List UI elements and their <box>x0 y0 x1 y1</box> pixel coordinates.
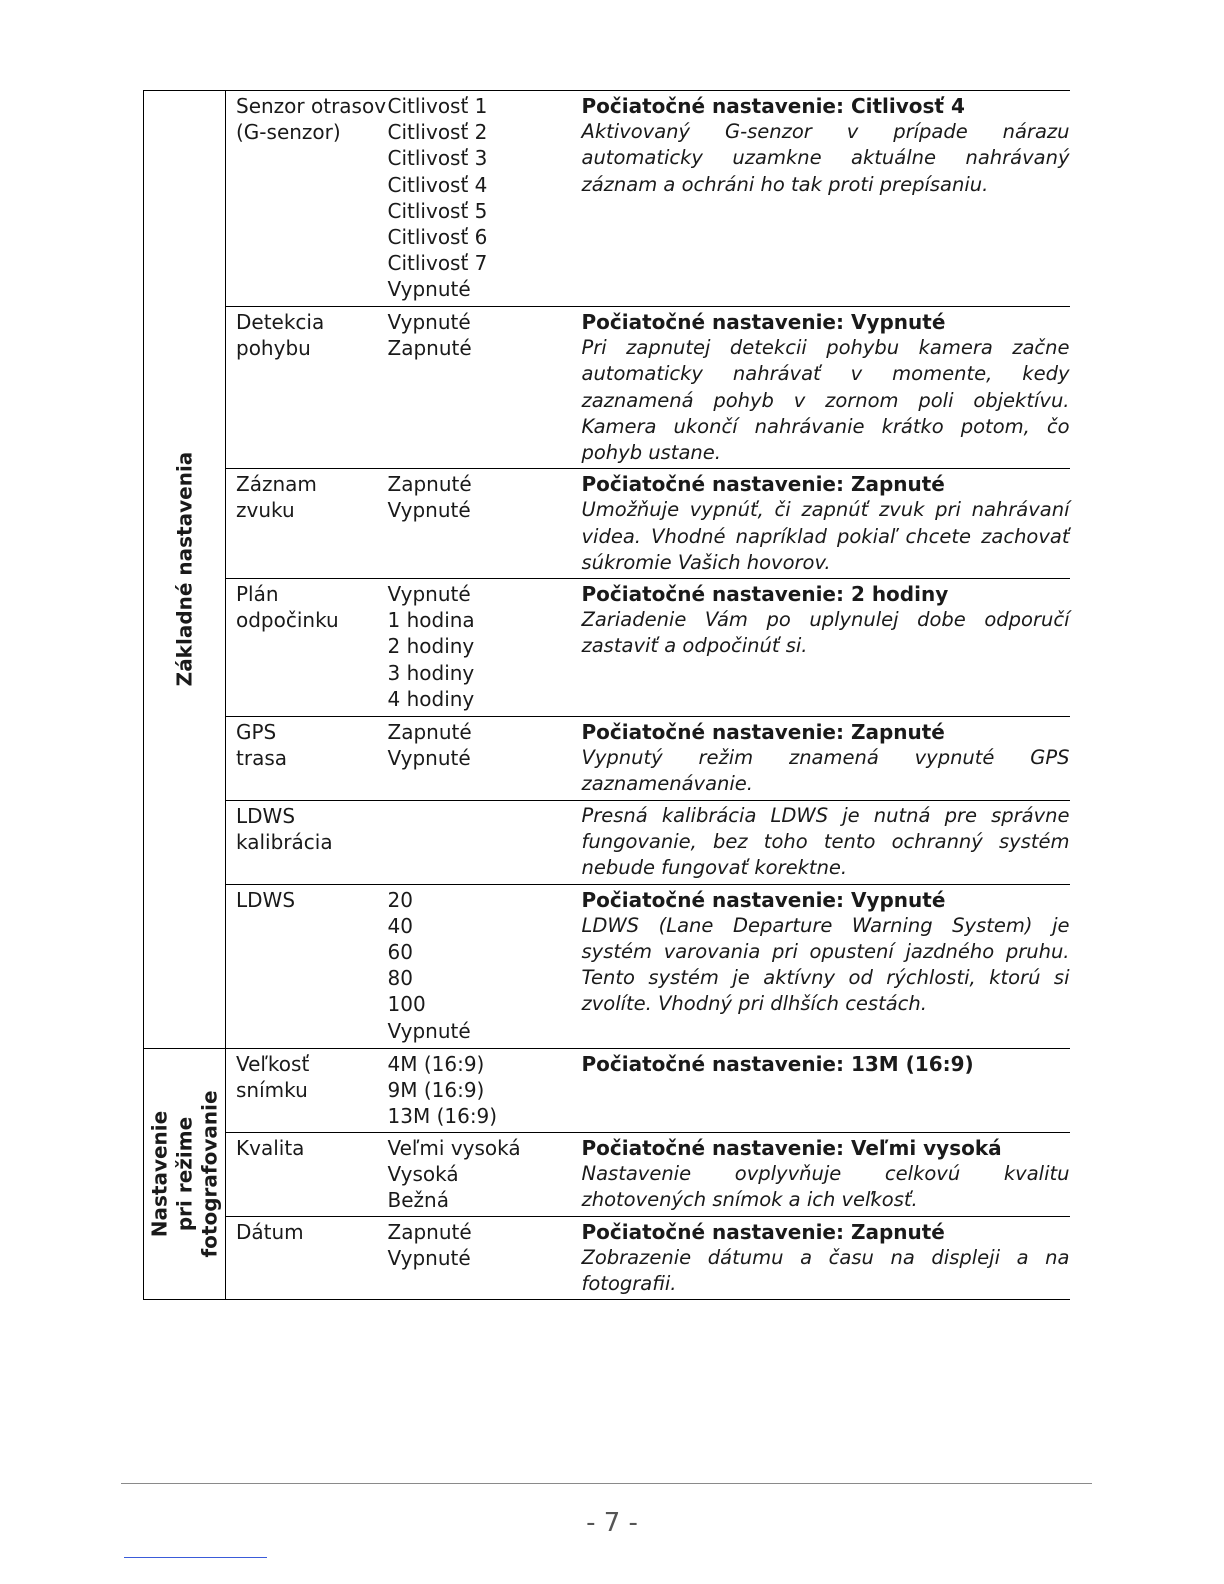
option-item: 80 <box>387 966 413 991</box>
option-item: 100 <box>387 992 426 1017</box>
table-row <box>144 469 1070 579</box>
option-item: 2 hodiny <box>387 634 475 659</box>
group-basic-settings <box>144 91 226 1049</box>
setting-options <box>388 307 582 469</box>
setting-options <box>388 884 582 1048</box>
description-text: LDWS (Lane Departure Warning System) je systém varovania pri opustení jazdného pruhu. Tento systém je aktívny od rýchlosti, ktorú si zvolíte. Vhodný pri dlhších cestách. <box>581 913 1070 1016</box>
default-value: Počiatočné nastavenie: Vypnuté <box>581 310 946 334</box>
default-value: Počiatočné nastavenie: Vypnuté <box>581 887 946 912</box>
setting-description <box>582 1216 1070 1300</box>
setting-options <box>388 469 582 579</box>
option-item: Vypnuté <box>387 498 471 523</box>
setting-description <box>582 91 1070 307</box>
option-item: Citlivosť 7 <box>387 251 488 276</box>
default-value: Počiatočné nastavenie: 13M (16:9) <box>581 1051 974 1076</box>
group-label: Základné nastavenia <box>172 452 196 687</box>
description-text: Zobrazenie dátumu a času na displeji a na fotografii. <box>581 1245 1070 1296</box>
settings-table <box>143 90 1070 1300</box>
option-item: Vypnuté <box>387 746 471 771</box>
option-item: 40 <box>387 913 413 938</box>
setting-description <box>582 801 1070 885</box>
description-text: Zariadenie Vám po uplynulej dobe odporučí zastaviť a odpočinúť si. <box>581 608 1070 658</box>
option-item: 4 hodiny <box>387 686 475 711</box>
option-item: Zapnuté <box>387 720 472 745</box>
option-item: Vypnuté <box>387 310 471 334</box>
option-item: Citlivosť 2 <box>387 120 488 145</box>
default-value: Počiatočné nastavenie: 2 hodiny <box>581 582 949 607</box>
option-item: Zapnuté <box>387 472 472 497</box>
setting-description <box>582 579 1070 717</box>
setting-name: LDWS kalibrácia <box>226 801 388 885</box>
default-value: Počiatočné nastavenie: Zapnuté <box>581 720 945 745</box>
page-number: - 7 - <box>586 1508 638 1538</box>
setting-name: Detekcia pohybu <box>226 307 388 469</box>
option-item: 3 hodiny <box>387 660 475 685</box>
group-label: Nastavenie pri režime fotografovanie <box>147 1090 221 1258</box>
option-item: Vypnuté <box>387 1018 471 1043</box>
link-underline <box>124 1557 267 1558</box>
option-item: 13M (16:9) <box>387 1104 498 1129</box>
table-row <box>144 884 1070 1048</box>
default-value: Počiatočné nastavenie: Zapnuté <box>581 472 945 497</box>
setting-name: Kvalita <box>226 1132 388 1216</box>
option-item: Vysoká <box>387 1161 459 1186</box>
table-row <box>144 307 1070 469</box>
description-text: Umožňuje vypnúť, či zapnúť zvuk pri nahrávaní videa. Vhodné napríklad pokiaľ chcete zachovať súkromie Vašich hovorov. <box>581 498 1070 574</box>
option-item: Citlivosť 6 <box>387 225 488 250</box>
description-text: Vypnutý režim znamená vypnuté GPS zaznamenávanie. <box>581 746 1070 796</box>
default-value: Počiatočné nastavenie: Citlivosť 4 <box>581 94 965 118</box>
setting-name: Plán odpočinku <box>226 579 388 717</box>
setting-description <box>582 884 1070 1048</box>
setting-name: Dátum <box>226 1216 388 1300</box>
option-item: 9M (16:9) <box>387 1077 485 1102</box>
table-row <box>144 1216 1070 1300</box>
option-item: Veľmi vysoká <box>387 1135 521 1160</box>
setting-description <box>582 717 1070 801</box>
setting-options <box>388 717 582 801</box>
setting-name: Senzor otrasov (G-senzor) <box>226 91 388 307</box>
table-row <box>144 579 1070 717</box>
table-row <box>144 1132 1070 1216</box>
description-text: Nastavenie ovplyvňuje celkovú kvalitu zhotovených snímok a ich veľkosť. <box>581 1161 1070 1212</box>
option-item: Vypnuté <box>387 582 471 607</box>
setting-name: Záznam zvuku <box>226 469 388 579</box>
option-item: Citlivosť 3 <box>387 146 488 171</box>
option-item: Vypnuté <box>387 277 471 302</box>
setting-options <box>388 1132 582 1216</box>
option-item: Citlivosť 1 <box>387 94 488 118</box>
option-item: Citlivosť 4 <box>387 172 488 197</box>
table-row <box>144 717 1070 801</box>
option-item: Zapnuté <box>387 1219 472 1244</box>
footer-divider <box>121 1483 1092 1484</box>
table-row <box>144 91 1070 307</box>
setting-name: GPS trasa <box>226 717 388 801</box>
setting-description <box>582 1048 1070 1132</box>
option-item: Vypnuté <box>387 1245 471 1270</box>
table-row <box>144 801 1070 885</box>
description-text: Presná kalibrácia LDWS je nutná pre správne fungovanie, bez toho tento ochranný systém nebude fungovať korektne. <box>581 804 1070 880</box>
setting-options <box>388 579 582 717</box>
option-item: 1 hodina <box>387 608 475 633</box>
option-item: Bežná <box>387 1188 449 1213</box>
description-text: Pri zapnutej detekcii pohybu kamera začne automaticky nahrávať v momente, kedy zaznamená pohyb v zornom poli objektívu. Kamera ukončí nahrávanie krátko potom, čo pohyb ustane. <box>581 336 1070 465</box>
setting-options <box>388 801 582 885</box>
group-photo-settings <box>144 1048 226 1300</box>
description-text: Aktivovaný G-senzor v prípade nárazu automaticky uzamkne aktuálne nahrávaný záznam a ochráni ho tak proti prepísaniu. <box>581 120 1070 196</box>
setting-name: Veľkosť snímku <box>226 1048 388 1132</box>
setting-options <box>388 1048 582 1132</box>
table-row <box>144 1048 1070 1132</box>
default-value: Počiatočné nastavenie: Zapnuté <box>581 1219 945 1244</box>
setting-name: LDWS <box>226 884 388 1048</box>
option-item: 4M (16:9) <box>387 1051 485 1076</box>
setting-options <box>388 1216 582 1300</box>
option-item: 60 <box>387 940 413 965</box>
setting-description <box>582 307 1070 469</box>
setting-description <box>582 469 1070 579</box>
setting-options <box>388 91 582 307</box>
default-value: Počiatočné nastavenie: Veľmi vysoká <box>581 1135 1002 1160</box>
option-item: 20 <box>387 887 413 912</box>
option-item: Zapnuté <box>387 336 472 361</box>
setting-description <box>582 1132 1070 1216</box>
option-item: Citlivosť 5 <box>387 198 488 223</box>
